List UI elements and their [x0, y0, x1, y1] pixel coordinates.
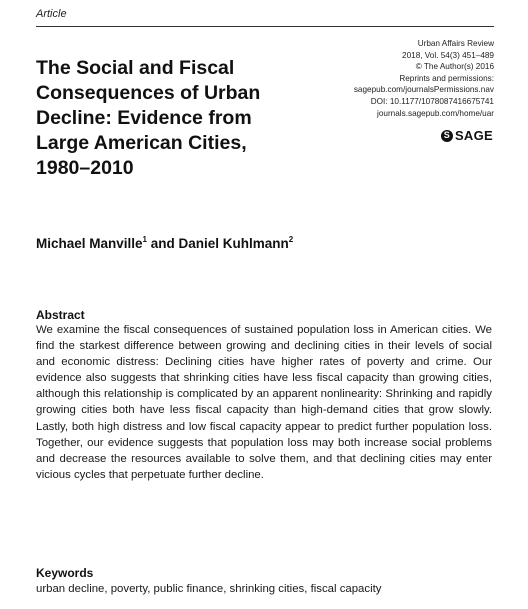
title-line: 1980–2010 [36, 157, 134, 179]
author-affiliation-mark: 2 [288, 235, 294, 244]
copyright-notice: © The Author(s) 2016 [415, 62, 494, 72]
journal-metadata [294, 38, 494, 119]
abstract-heading: Abstract [36, 308, 85, 322]
permissions-link[interactable]: sagepub.com/journalsPermissions.nav [353, 85, 494, 95]
keywords-heading: Keywords [36, 566, 94, 580]
reprints-label: Reprints and permissions: [399, 73, 494, 83]
article-title [36, 56, 321, 181]
sage-logo-icon: S [441, 130, 453, 142]
journal-name: Urban Affairs Review [417, 39, 494, 48]
journal-homepage-link[interactable]: journals.sagepub.com/home/uar [377, 108, 494, 118]
title-line: Large American Cities, [36, 132, 247, 154]
doi-text[interactable]: DOI: 10.1177/1078087416675741 [370, 96, 494, 106]
abstract-text: We examine the fiscal consequences of sustained population loss in American cities. We find the starkest difference between growing and declining cities in their levels of social and economic distress: Declining cities have higher rates of poverty and crime. Our evidence also suggests that shrinking cities have less fiscal capacity than growing cities, although this relationship is complicated by an apparent nonlinearity: Shrinking and rapidly growing cities both have less fiscal capacity than high-demand cities that grow slowly. Lastly, both high distress and low fiscal capacity appear to predict further population loss. Together, our evidence suggests that population loss may both increase social problems and decrease the resources available to solve them, and that declining cities may enter vicious cycles that perpetuate further decline. [36, 324, 492, 481]
keywords-text: urban decline, poverty, public finance, shrinking cities, fiscal capacity [36, 583, 382, 595]
author-name: Daniel Kuhlmann [178, 236, 289, 251]
author-name: Michael Manville [36, 236, 143, 251]
title-line: Consequences of Urban [36, 82, 261, 104]
header-divider [36, 26, 494, 27]
title-line: The Social and Fiscal [36, 57, 235, 79]
sage-logo [441, 128, 493, 143]
journal-volume: 2018, Vol. 54(3) 451–489 [402, 50, 494, 60]
title-line: Decline: Evidence from [36, 107, 252, 129]
author-connector: and [147, 236, 179, 251]
author-affiliation-mark: 1 [142, 235, 147, 244]
sage-logo-text: SAGE [454, 128, 493, 143]
article-type-label: Article [36, 8, 67, 20]
author-list [36, 236, 293, 251]
